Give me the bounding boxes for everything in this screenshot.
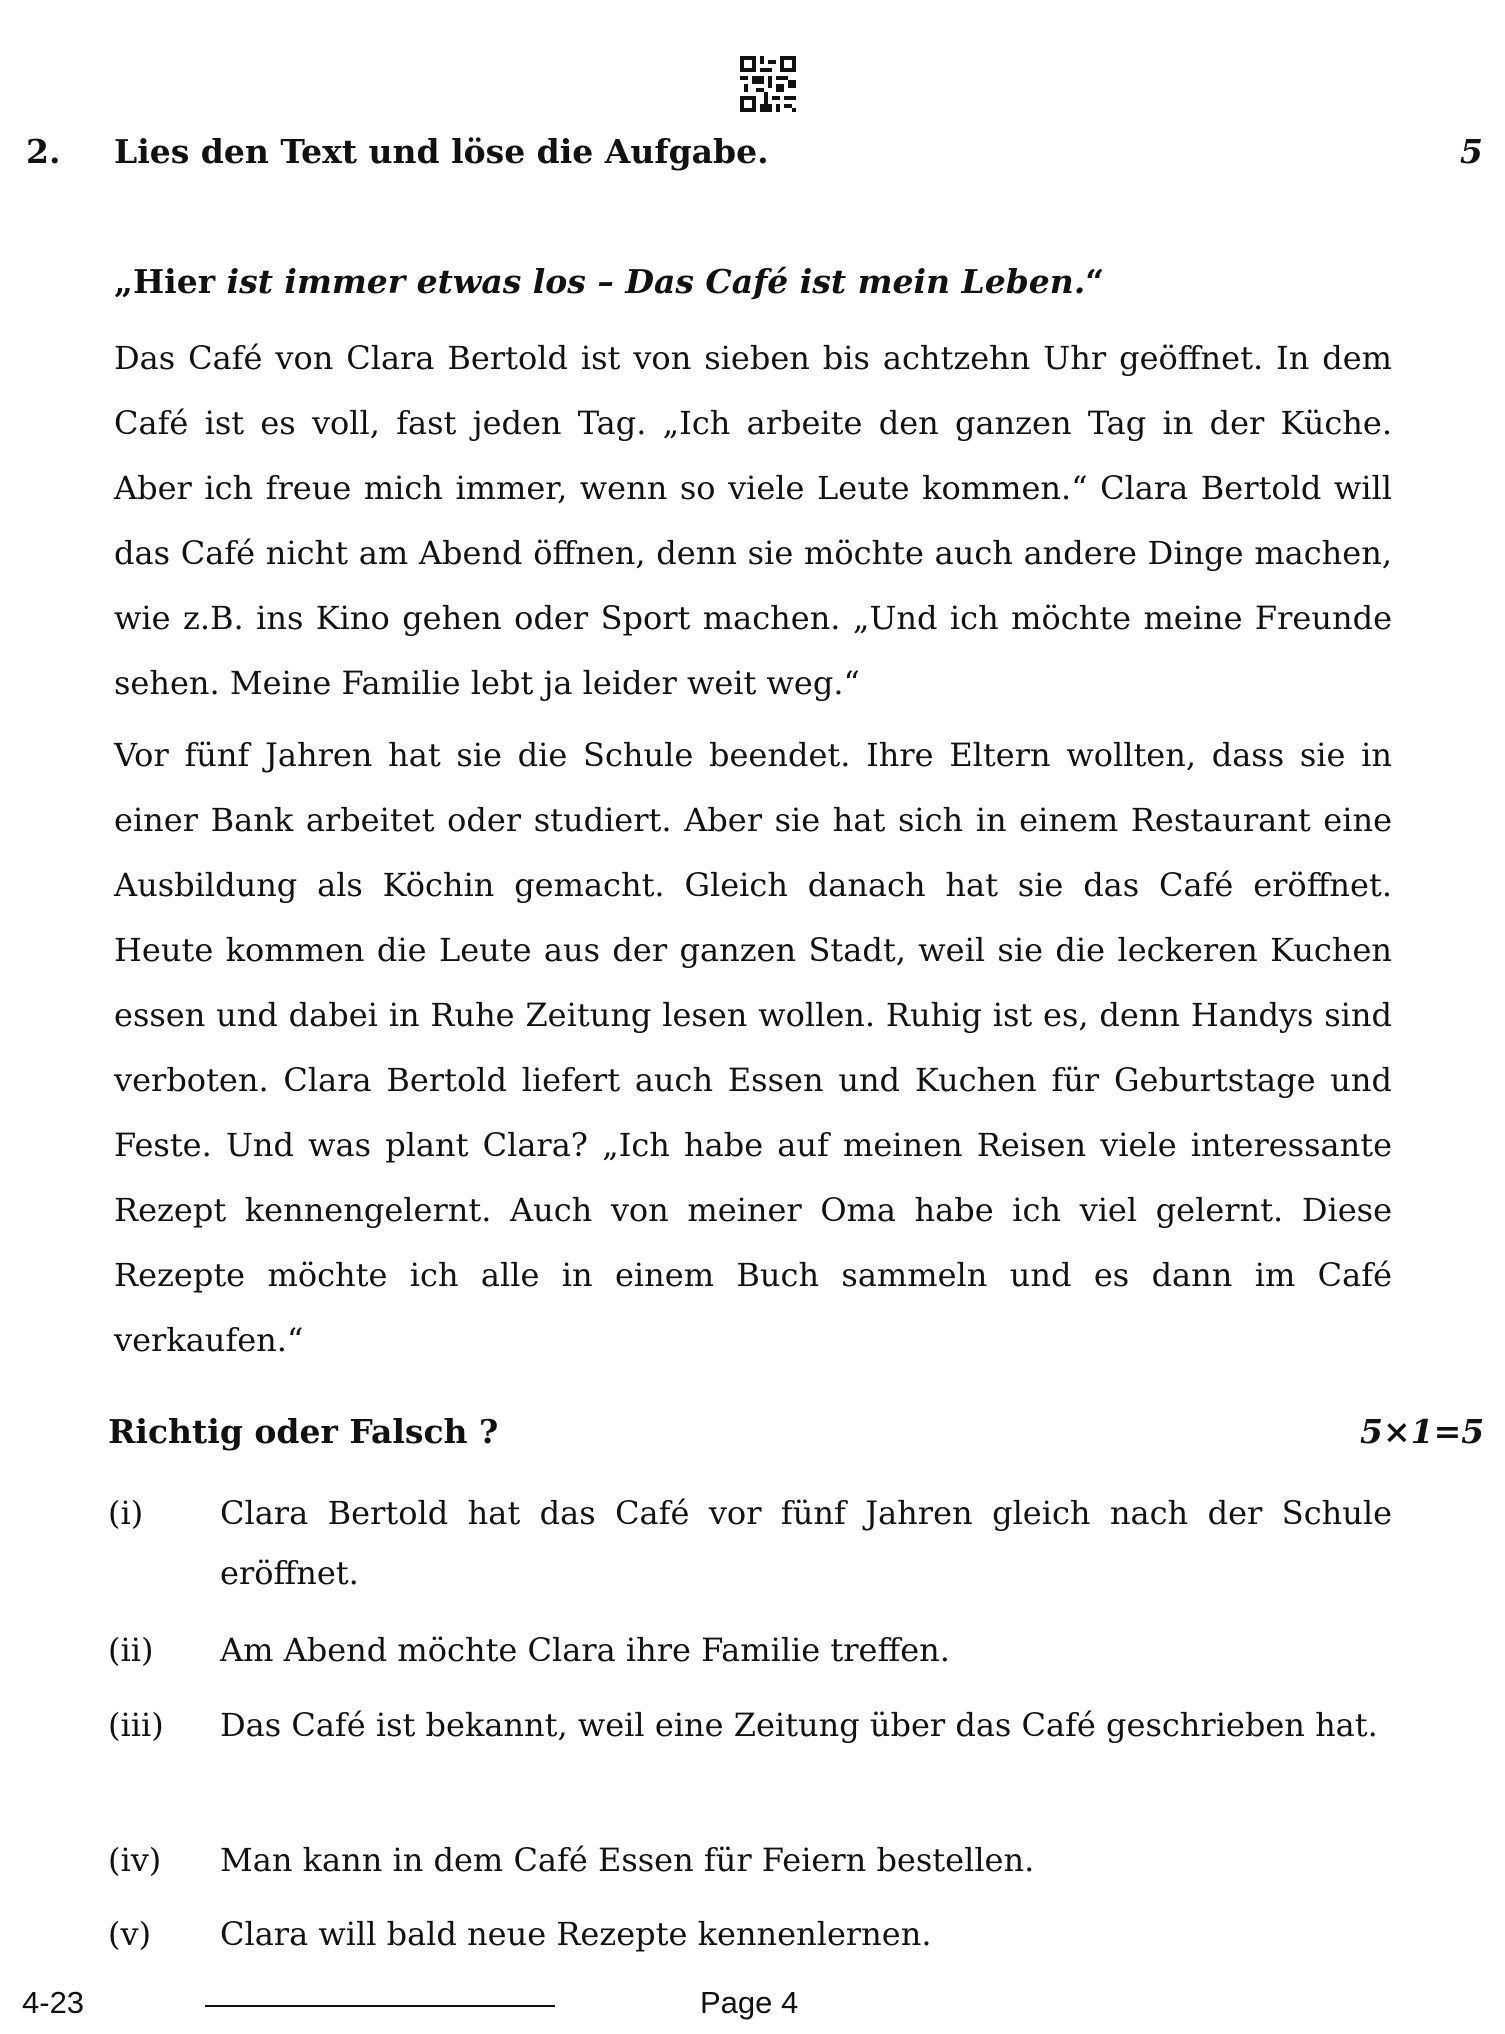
footer-code: 4-23 [22,1985,85,2020]
question-title: Lies den Text und löse die Aufgabe. [114,132,769,171]
task-marks: 5×1=5 [1360,1412,1485,1451]
passage-paragraph-1: Das Café von Clara Bertold ist von sieben bis achtzehn Uhr geöffnet. In dem Café ist es voll, fast jeden Tag. „Ich arbeite den ganzen Tag in der Küche. Aber ich freue mich immer, wenn so viele Leute kommen.“ Clara Bertold will das Café nicht am Abend öffnen, denn sie möchte auch andere Dinge machen, wie z.B. ins Kino gehen oder Sport machen. „Und ich möchte meine Freunde sehen. Meine Familie lebt ja leider weit weg.“ [114,339,1392,702]
footer-divider [205,2005,555,2007]
task-item-number: (ii) [108,1631,154,1669]
passage-title-italic: ist immer etwas los – Das Café ist mein Leben. [226,262,1086,301]
task-item-text: Am Abend möchte Clara ihre Familie treffen. [220,1631,950,1669]
task-item-number: (v) [108,1915,152,1953]
passage-title-quote-close: “ [1085,262,1105,301]
task-heading: Richtig oder Falsch ? [108,1412,499,1451]
passage-paragraph-2: Vor fünf Jahren hat sie die Schule beendet. Ihre Eltern wollten, dass sie in einer Bank arbeitet oder studiert. Aber sie hat sich in einem Restaurant eine Ausbildung als Köchin gemacht. Gleich danach hat sie das Café eröffnet. Heute kommen die Leute aus der ganzen Stadt, weil sie die leckeren Kuchen essen und dabei in Ruhe Zeitung lesen wollen. Ruhig ist es, denn Handys sind verboten. Clara Bertold liefert auch Essen und Kuchen für Geburtstage und Feste. Und was plant Clara? „Ich habe auf meinen Reisen viele interessante Rezept kennengelernt. Auch von meiner Oma habe ich viel gelernt. Diese Rezepte möchte ich alle in einem Buch sammeln und es dann im Café verkaufen.“ [114,736,1392,1359]
passage-title-quote-open: „Hier [114,262,227,301]
task-item-number: (iv) [108,1841,162,1879]
question-number: 2. [26,132,61,171]
footer-page-number: Page 4 [700,1985,799,2020]
question-marks: 5 [1460,132,1483,171]
task-item-number: (iii) [108,1706,164,1744]
passage-title [114,262,1104,301]
task-item-number: (i) [108,1494,144,1532]
qr-code [740,56,796,112]
task-item-text: Man kann in dem Café Essen für Feiern bestellen. [220,1841,1035,1879]
task-item-text: Das Café ist bekannt, weil eine Zeitung über das Café geschrieben hat. [220,1706,1378,1744]
task-item-text: Clara will bald neue Rezepte kennenlernen. [220,1915,932,1953]
task-item-text: Clara Bertold hat das Café vor fünf Jahren gleich nach der Schule eröffnet. [220,1494,1392,1592]
